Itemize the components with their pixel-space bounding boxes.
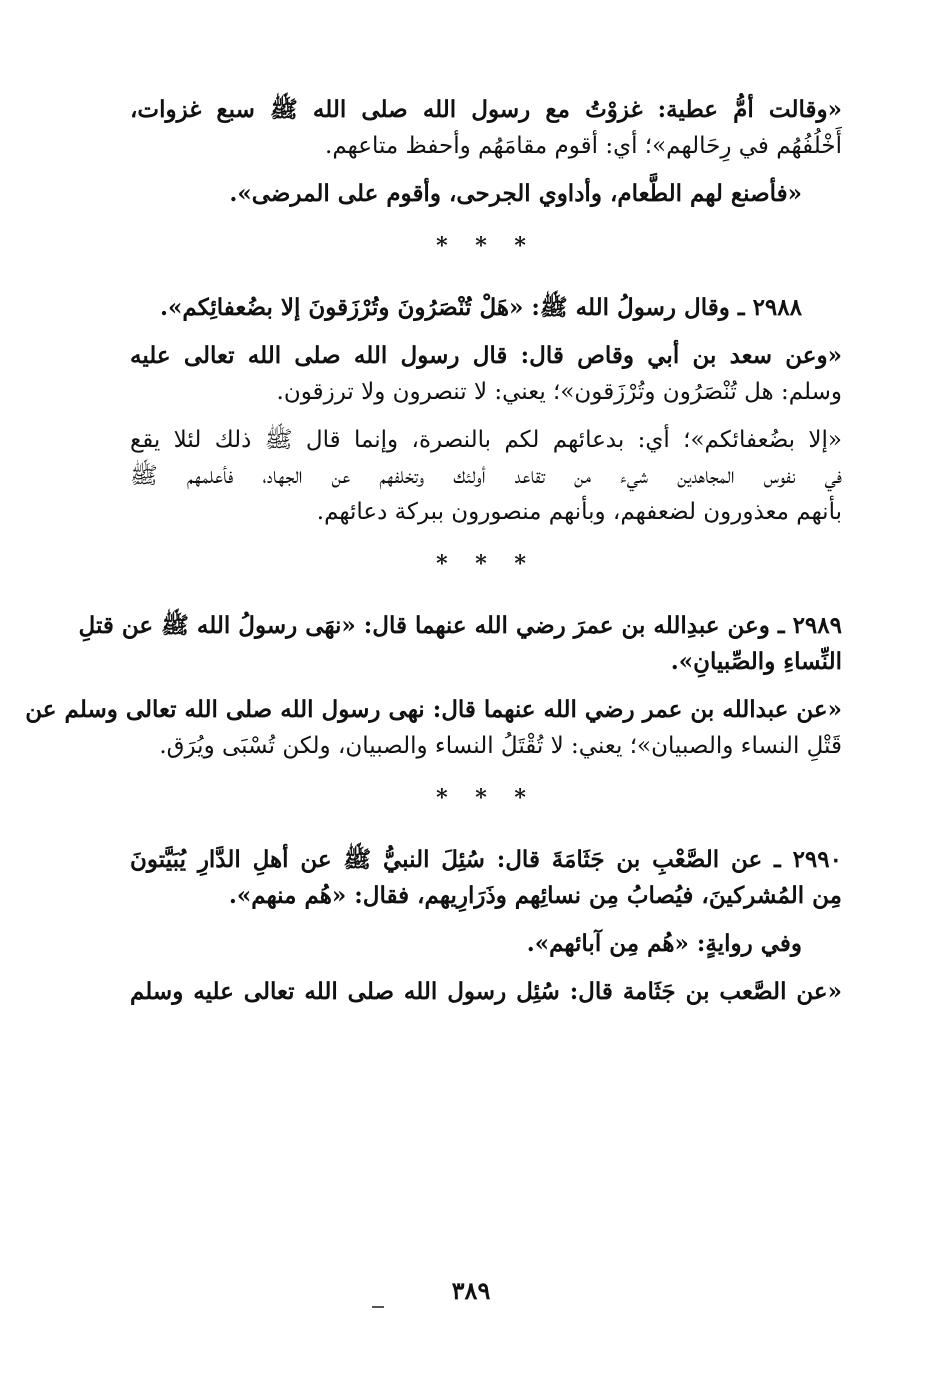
hadith-text: ٢٩٨٩ ـ وعن عبدِالله بن عمرَ رضي الله عنهما قال: «نهَى رسولُ الله ﷺ عن قتلِ <box>78 612 842 639</box>
paragraph-commentary <box>130 422 842 530</box>
text-line: وسلم: هل تُنْصَرُون وتُرْزَقون»؛ يعني: لا تنصرون ولا ترزقون. <box>276 379 842 405</box>
text-line: قَتْلِ النساء والصبيان»؛ يعني: لا تُقْتَلُ النساء والصبيان، ولكن تُسْبَى ويُرَق. <box>159 733 842 759</box>
text-line: «عن عبدالله بن عمر رضي الله عنهما قال: نهى رسول الله صلى الله تعالى وسلم عن <box>25 696 842 723</box>
hadith-2988 <box>130 290 842 326</box>
page-number: ٣٨٩ <box>451 1276 491 1305</box>
section-separator: * * * <box>436 233 536 259</box>
section-separator: * * * <box>436 785 536 811</box>
text-line: بأنهم معذورون لضعفهم، وبأنهم منصورون ببركة دعائهم. <box>316 499 842 525</box>
text-line: وفي روايةٍ: «هُم مِن آبائهم». <box>526 930 802 957</box>
hadith-text: النِّساءِ والصِّبيانِ». <box>670 648 842 675</box>
paragraph-commentary <box>130 338 842 410</box>
text-line: «عن الصَّعب بن جَثَامة قال: سُئِل رسول الله صلى الله تعالى عليه وسلم <box>130 978 842 1005</box>
paragraph-commentary <box>130 176 842 212</box>
paragraph-umm-atiyya <box>130 92 842 164</box>
paragraph-variant <box>130 926 842 962</box>
hadith-2989 <box>78 608 842 680</box>
page-body <box>25 92 842 1010</box>
text-line: أَخْلُفُهُم في رِحَالهم»؛ أي: أقوم مقامَهُم وأحفظ متاعهم. <box>325 133 842 159</box>
paragraph-commentary <box>130 974 842 1010</box>
section-separator: * * * <box>436 551 536 577</box>
paragraph-commentary <box>25 692 842 764</box>
text-line: «وعن سعد بن أبي وقاص قال: قال رسول الله صلى الله تعالى عليه <box>130 342 842 369</box>
hadith-text: مِن المُشركينَ، فيُصابُ مِن نسائِهم وذَرَارِيهم، فقال: «هُم منهم». <box>228 882 842 909</box>
text-line: «وقالت أمُّ عطية: غزوْتُ مع رسول الله صلى الله ﷺ سبع غزوات، <box>130 96 842 123</box>
text-line: «فأصنع لهم الطَّعام، وأداوي الجرحى، وأقوم على المرضى». <box>229 180 802 207</box>
print-mark <box>372 1306 384 1308</box>
hadith-text: ٢٩٩٠ ـ عن الصَّعْبِ بن جَثَامَةَ قال: سُئِلَ النبيُّ ﷺ عن أهلِ الدَّارِ يُبَيَّتونَ <box>130 846 842 873</box>
hadith-text: ٢٩٨٨ ـ وقال رسولُ الله ﷺ: «هَلْ تُنْصَرُونَ وتُرْزَقونَ إلا بضُعفائِكم». <box>160 294 802 321</box>
text-line: «إلا بضُعفائكم»؛ أي: بدعائهم لكم بالنصرة، وإنما قال ﷺ ذلك لئلا يقع <box>130 427 842 453</box>
text-line: في نفوس المجاهدين شيء من تقاعد أولئك وتخلفهم عن الجهاد، فأعلمهم ﷺ <box>130 463 842 489</box>
hadith-2990 <box>130 842 842 914</box>
